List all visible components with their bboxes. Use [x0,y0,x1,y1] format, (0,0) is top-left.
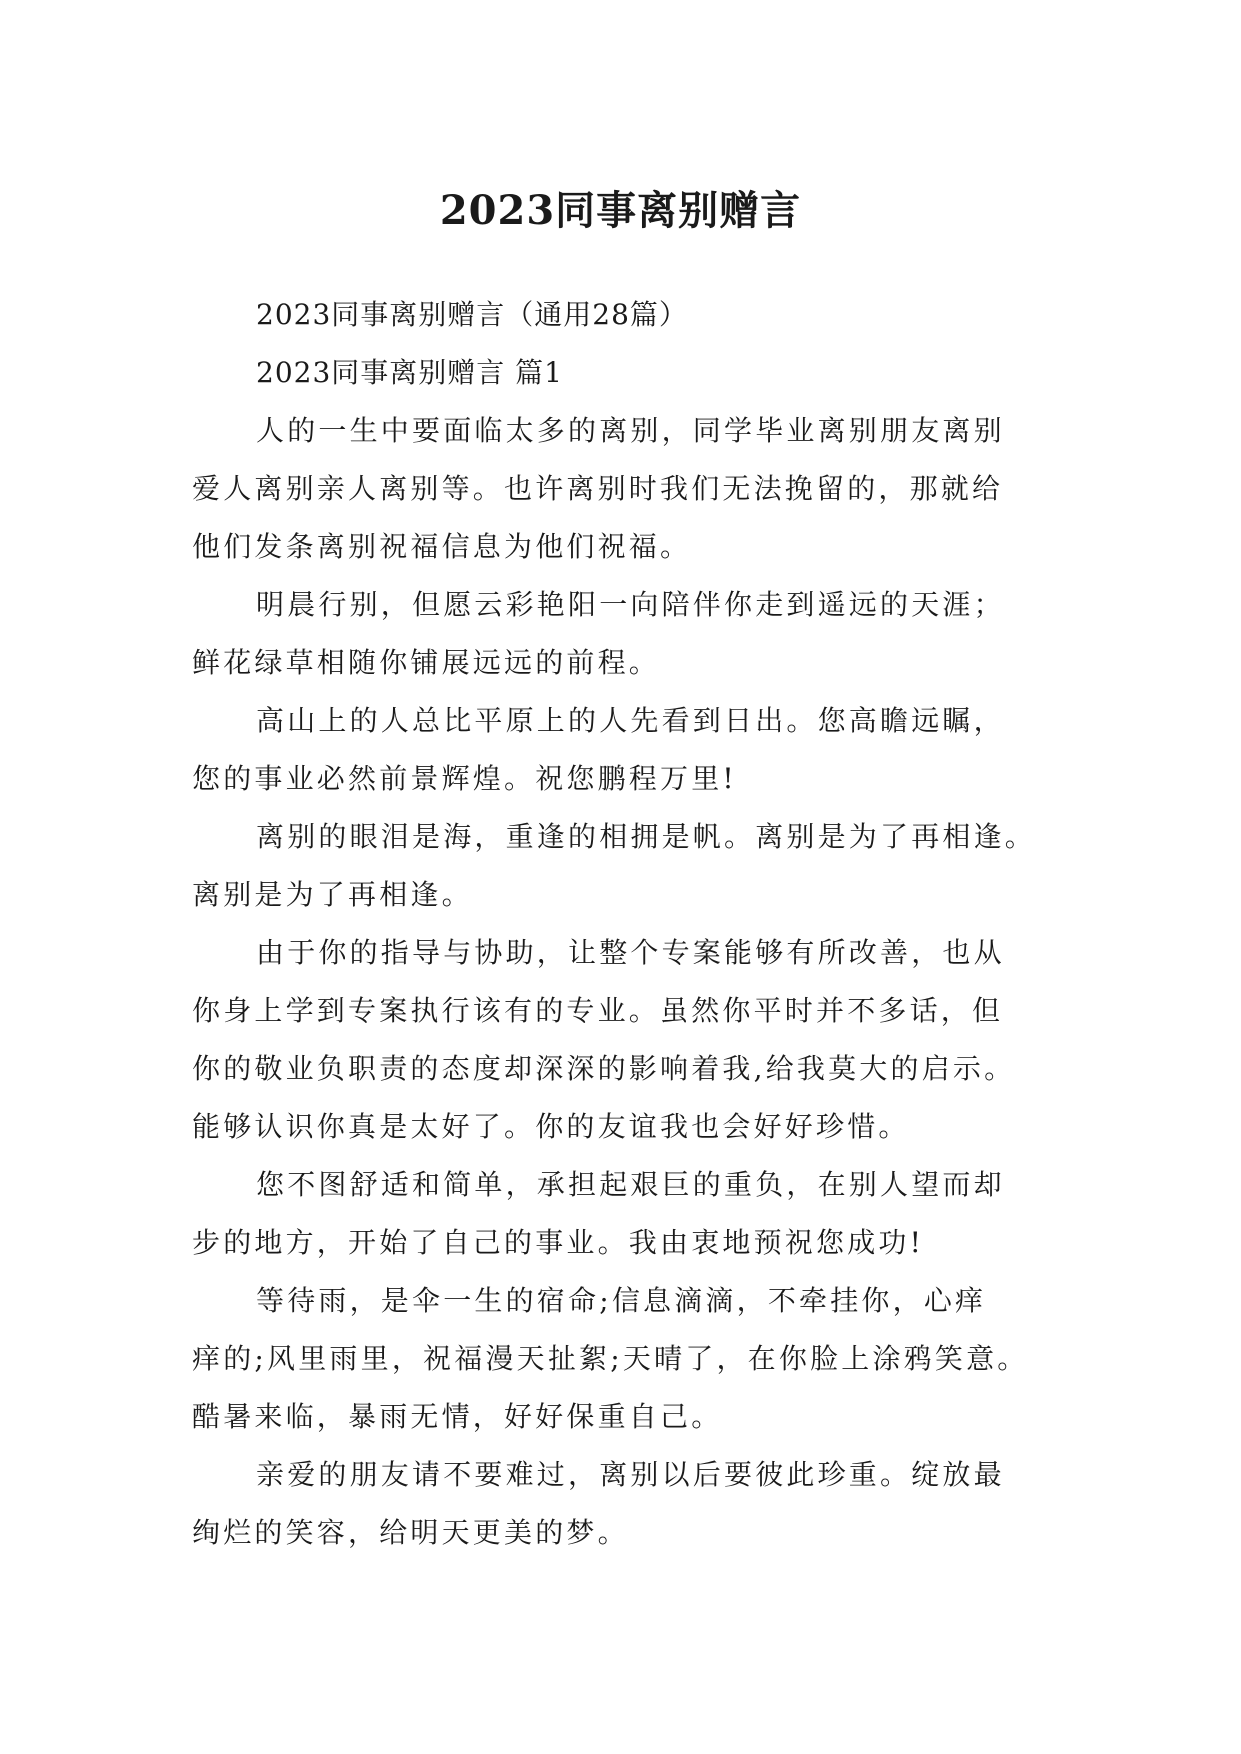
paragraph-3 [192,692,1052,808]
paragraph-line: 离别的眼泪是海，重逢的相拥是帆。离别是为了再相逢。 [256,820,1037,853]
paragraph-line: 酷暑来临，暴雨无情，好好保重自己。 [192,1400,723,1433]
paragraph-4 [192,808,1052,924]
paragraph-line: 您的事业必然前景辉煌。祝您鹏程万里! [192,762,737,795]
paragraph-line: 你身上学到专案执行该有的专业。虽然你平时并不多话，但 [192,994,1004,1027]
paragraph-line: 他们发条离别祝福信息为他们祝福。 [192,530,692,563]
paragraph-1 [192,402,1052,576]
document-body [192,286,1052,1562]
paragraph-line: 人的一生中要面临太多的离别，同学毕业离别朋友离别 [256,414,1005,447]
paragraph-line: 能够认识你真是太好了。你的友谊我也会好好珍惜。 [192,1110,910,1143]
paragraph-5 [192,924,1052,1156]
paragraph-7 [192,1272,1052,1446]
paragraph-line: 等待雨，是伞一生的宿命;信息滴滴，不牵挂你，心痒 [256,1284,987,1317]
paragraph-line: 明晨行别，但愿云彩艳阳一向陪伴你走到遥远的天涯； [256,588,1005,621]
paragraph-6 [192,1156,1052,1272]
paragraph-line: 亲爱的朋友请不要难过，离别以后要彼此珍重。绽放最 [256,1458,1005,1491]
paragraph-line: 由于你的指导与协助，让整个专案能够有所改善，也从 [256,936,1005,969]
paragraph-8 [192,1446,1052,1562]
paragraph-line: 鲜花绿草相随你铺展远远的前程。 [192,646,661,679]
paragraph-line: 离别是为了再相逢。 [192,878,473,911]
paragraph-line: 痒的;风里雨里，祝福漫天扯絮;天晴了，在你脸上涂鸦笑意。 [192,1342,1029,1375]
paragraph-2 [192,576,1052,692]
document-subtitle: 2023同事离别赠言（通用28篇） [256,298,688,331]
paragraph-line: 爱人离别亲人离别等。也许离别时我们无法挽留的，那就给 [192,472,1004,505]
document-title: 2023同事离别赠言 [439,186,802,234]
paragraph-line: 绚烂的笑容，给明天更美的梦。 [192,1516,629,1549]
section-heading: 2023同事离别赠言 篇1 [256,356,563,389]
paragraph-line: 您不图舒适和简单，承担起艰巨的重负，在别人望而却 [256,1168,1005,1201]
paragraph-line: 步的地方，开始了自己的事业。我由衷地预祝您成功! [192,1226,925,1259]
paragraph-line: 高山上的人总比平原上的人先看到日出。您高瞻远瞩， [256,704,1005,737]
paragraph-line: 你的敬业负职责的态度却深深的影响着我,给我莫大的启示。 [192,1052,1016,1085]
